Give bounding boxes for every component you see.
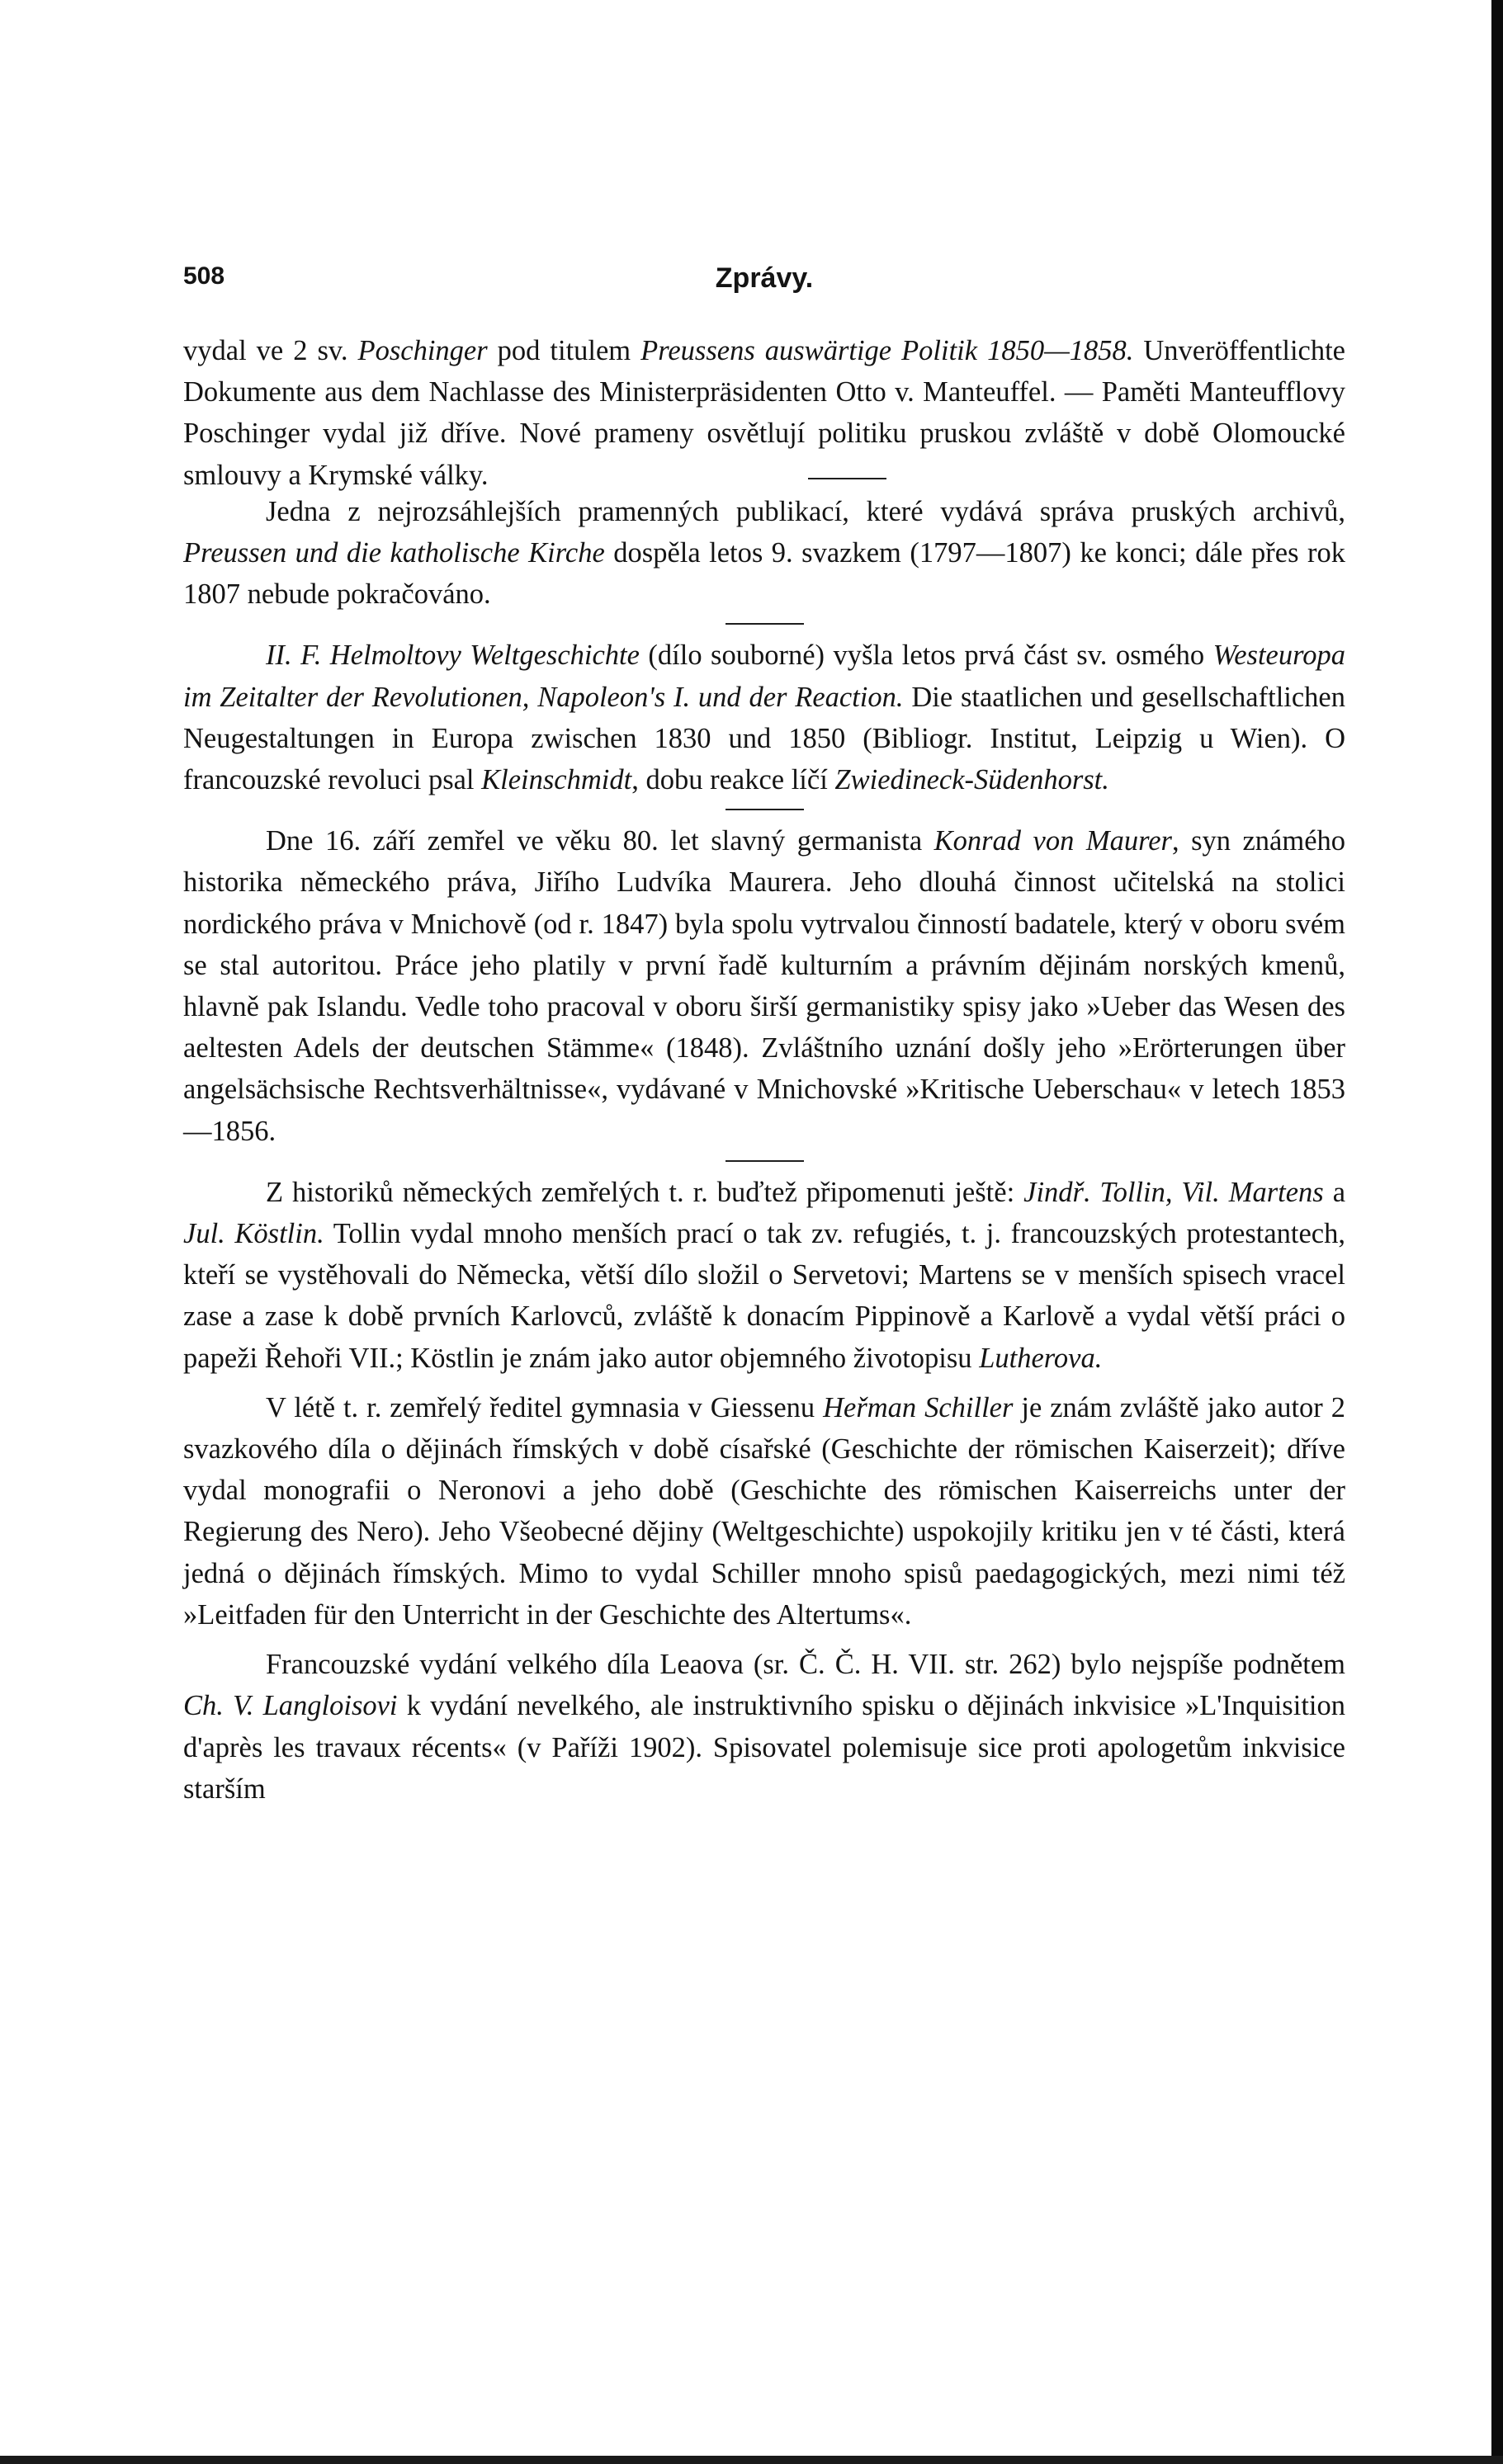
italic-run: Heřman Schiller bbox=[823, 1391, 1014, 1423]
text-run: Jedna z nejrozsáhlejších pramenných publikací, které vydává správa pruských archivů, bbox=[266, 495, 1345, 527]
page-header bbox=[183, 262, 1345, 304]
paragraph-4 bbox=[183, 820, 1345, 1152]
text-run: , syn známého historika německého práva, Jiřího Ludvíka Maurera. Jeho dlouhá činnost učitelská na stolici nordického práva v Mnichově (od r. 1847) byla spolu vytrvalou činností badatele, který v oboru svém se stal autoritou. Práce jeho platily v první řadě kulturním a právním dějinám norských kmenů, hlavně pak Islandu. Vedle toho pracoval v oboru širší germanistiky spisy jako »Ueber das Wesen des aeltesten Adels der deutschen Stämme« (1848). Zvláštního uznání došly jeho »Erörterungen über angelsächsische Rechtsverhältnisse«, vydávané v Mnichovské »Kritische Ueberschau« v letech 1853—1856. bbox=[183, 825, 1346, 1147]
italic-run: Preussens auswärtige Politik 1850—1858. bbox=[640, 335, 1134, 366]
italic-run: Zwiedineck-Südenhorst. bbox=[834, 764, 1109, 796]
text-run: , dobu reakce líčí bbox=[631, 764, 835, 796]
section-separator bbox=[726, 1160, 804, 1162]
paragraph-gap bbox=[726, 1382, 804, 1384]
text-run: dospěla letos 9. svazkem (1797—1807) ke konci; dále přes rok 1807 nebude pokračováno. bbox=[183, 537, 1345, 611]
italic-run: Jindř. Tollin, Vil. Martens bbox=[1023, 1176, 1324, 1208]
text-run: Dne 16. září zemřel ve věku 80. let slavný germanista bbox=[266, 825, 934, 857]
scan-border-right bbox=[1491, 0, 1503, 2464]
italic-run: Preussen und die katholische Kirche bbox=[183, 537, 605, 569]
paragraph-5 bbox=[183, 1172, 1345, 1379]
text-run: je znám zvláště jako autor 2 svazkového díla o dějinách římských v době císařské (Geschichte der römischen Kaiserzeit); dříve vydal monografii o Neronovi a jeho době (Geschichte des römischen Kaiserreichs unter der Regierung des Nero). Jeho Všeobecné dějiny (Weltgeschichte) uspokojily kritiku jen v té části, která jedná o dějinách římských. Mimo to vydal Schiller mnoho spisů paedagogických, mezi nimi též »Leitfaden für den Unterricht in der Geschichte des Altertums«. bbox=[183, 1391, 1345, 1631]
italic-run: Konrad von Maurer bbox=[933, 825, 1172, 857]
text-run: k vydání nevelkého, ale instruktivního spisku o dějinách inkvisice »L'Inquisition d'après les travaux récents« (v Paříži 1902). Spisovatel polemisuje sice proti apologetům inkvisice starším bbox=[183, 1690, 1345, 1805]
text-run: a bbox=[1323, 1176, 1346, 1208]
paragraph-7 bbox=[183, 1644, 1345, 1810]
paragraph-2 bbox=[183, 491, 1345, 616]
text-run: Tollin vydal mnoho menších prací o tak zv. refugiés, t. j. francouzských protestantech, kteří se vystěhovali do Německa, větší dílo složil o Servetovi; Martens se v menších spisech vracel zase a zase k době prvních Karlovců, zvláště k donacím Pippinově a Karlově a vydal větší práci o papeži Řehoři VII.; Köstlin je znám jako autor objemného životopisu bbox=[183, 1218, 1345, 1374]
text-run: Die staatlichen und gesellschaftlichen Neugestaltungen in Europa zwischen 1830 und 1850 (Bibliogr. Institut, Leipzig u Wien). O francouzské revoluci psal bbox=[183, 681, 1345, 796]
page-number: 508 bbox=[183, 262, 225, 290]
italic-run: Lutherova. bbox=[979, 1342, 1103, 1374]
text-run: (dílo souborné) vyšla letos prvá část sv. osmého bbox=[639, 640, 1213, 672]
scan-border-bottom bbox=[0, 2456, 1503, 2464]
italic-run: II. F. Helmoltovy Weltgeschichte bbox=[266, 640, 640, 672]
italic-run: Ch. V. Langloisovi bbox=[183, 1690, 398, 1722]
body-text bbox=[183, 330, 1345, 1810]
text-run: Unveröffentlichte Dokumente aus dem Nachlasse des Ministerpräsidenten Otto v. Manteuffel. — Paměti Manteufflovy Poschinger vydal již dříve. Nové prameny osvětlují politiku pruskou zvláště v době Olomoucké smlouvy a Krymské války. bbox=[183, 335, 1345, 491]
section-separator bbox=[726, 809, 804, 810]
section-separator bbox=[726, 623, 804, 625]
text-run: Z historiků německých zemřelých t. r. buďtež připomenuti ještě: bbox=[266, 1176, 1024, 1208]
text-run: Francouzské vydání velkého díla Leaova (sr. Č. Č. H. VII. str. 262) bylo nejspíše podnětem bbox=[266, 1649, 1345, 1681]
paragraph-6 bbox=[183, 1387, 1345, 1636]
italic-run: Poschinger bbox=[357, 335, 488, 366]
text-run: pod titulem bbox=[487, 335, 641, 366]
text-run: V létě t. r. zemřelý ředitel gymnasia v Giessenu bbox=[266, 1391, 824, 1423]
italic-run: Westeuropa im Zeitalter der Revolutionen, Napoleon's I. und der Reaction. bbox=[183, 640, 1345, 713]
paragraph-gap bbox=[726, 1639, 804, 1640]
running-title: Zprávy. bbox=[715, 262, 814, 294]
paragraph-3 bbox=[183, 635, 1345, 800]
italic-run: Jul. Köstlin. bbox=[183, 1218, 324, 1250]
paragraph-1 bbox=[183, 330, 1345, 496]
italic-run: Kleinschmidt bbox=[481, 764, 632, 796]
text-run: vydal ve 2 sv. bbox=[183, 335, 358, 366]
section-separator bbox=[808, 478, 886, 479]
